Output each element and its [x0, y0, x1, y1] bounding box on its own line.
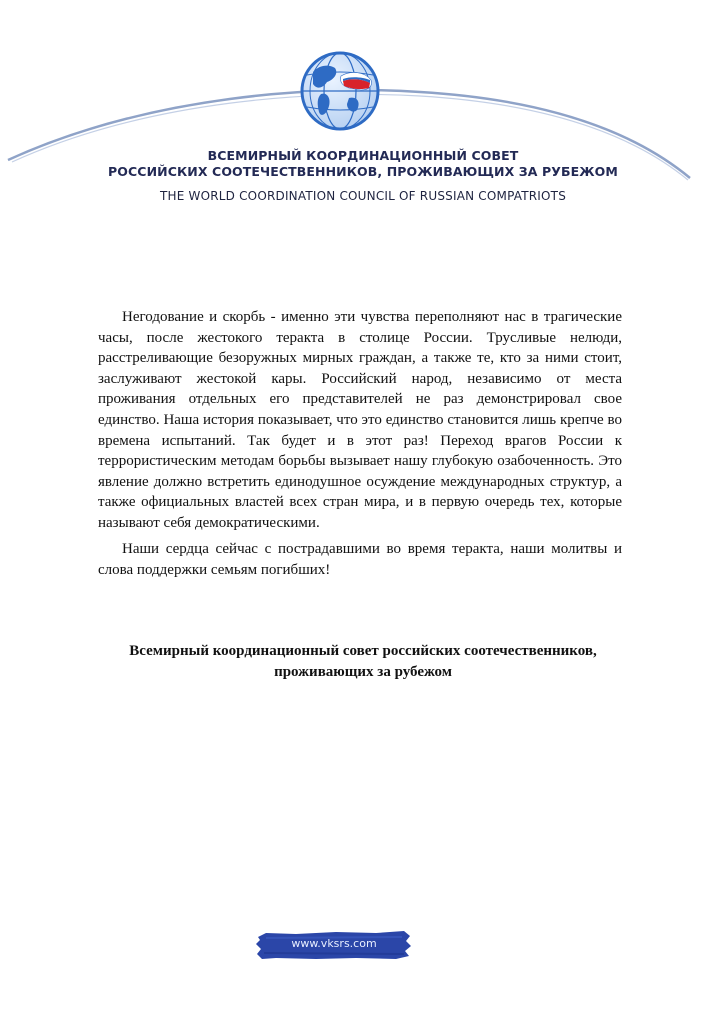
organization-name-en: THE WORLD COORDINATION COUNCIL OF RUSSIAN COMPATRIOTS [159, 189, 567, 203]
organization-name-ru-line1: ВСЕМИРНЫЙ КООРДИНАЦИОННЫЙ СОВЕТ [207, 148, 519, 163]
statement-paragraph-2-text: Наши сердца сейчас с пострадавшими во время теракта, наши молитвы и слова поддержки семьям погибших! [98, 541, 622, 578]
signature-block [60, 641, 666, 682]
statement-paragraph-2 [98, 539, 622, 580]
signature-line-2: проживающих за рубежом [274, 663, 452, 680]
statement-paragraph-1 [98, 307, 622, 534]
globe-icon [299, 50, 381, 132]
statement-paragraph-1-text: Негодование и скорбь - именно эти чувства переполняют нас в трагические часы, после жестокого теракта в столице России. Трусливые нелюди, расстреливающие безоружных мирных граждан, а также те, кто за ними стоит, заслуживают жестокой кары. Российский народ, независимо от места проживания отдельных его представителей не раз демонстрировал свое единство. Наша история показывает, что это единство становится лишь крепче во времена испытаний. Так будет и в этот раз! Переход врагов России к террористическим методам борьбы вызывает нашу глубокую озабоченность. Это явление должно встретить единодушное осуждение международных структур, а также официальных властей всех стран мира, и в первую очередь тех, которые называют себя демократическими. [98, 309, 622, 531]
organization-name-ru-line2: РОССИЙСКИХ СООТЕЧЕСТВЕННИКОВ, ПРОЖИВАЮЩИХ ЗА РУБЕЖОМ [108, 164, 618, 179]
signature-line-1: Всемирный координационный совет российских соотечественников, [129, 643, 597, 659]
website-url[interactable]: www.vksrs.com [291, 937, 377, 950]
